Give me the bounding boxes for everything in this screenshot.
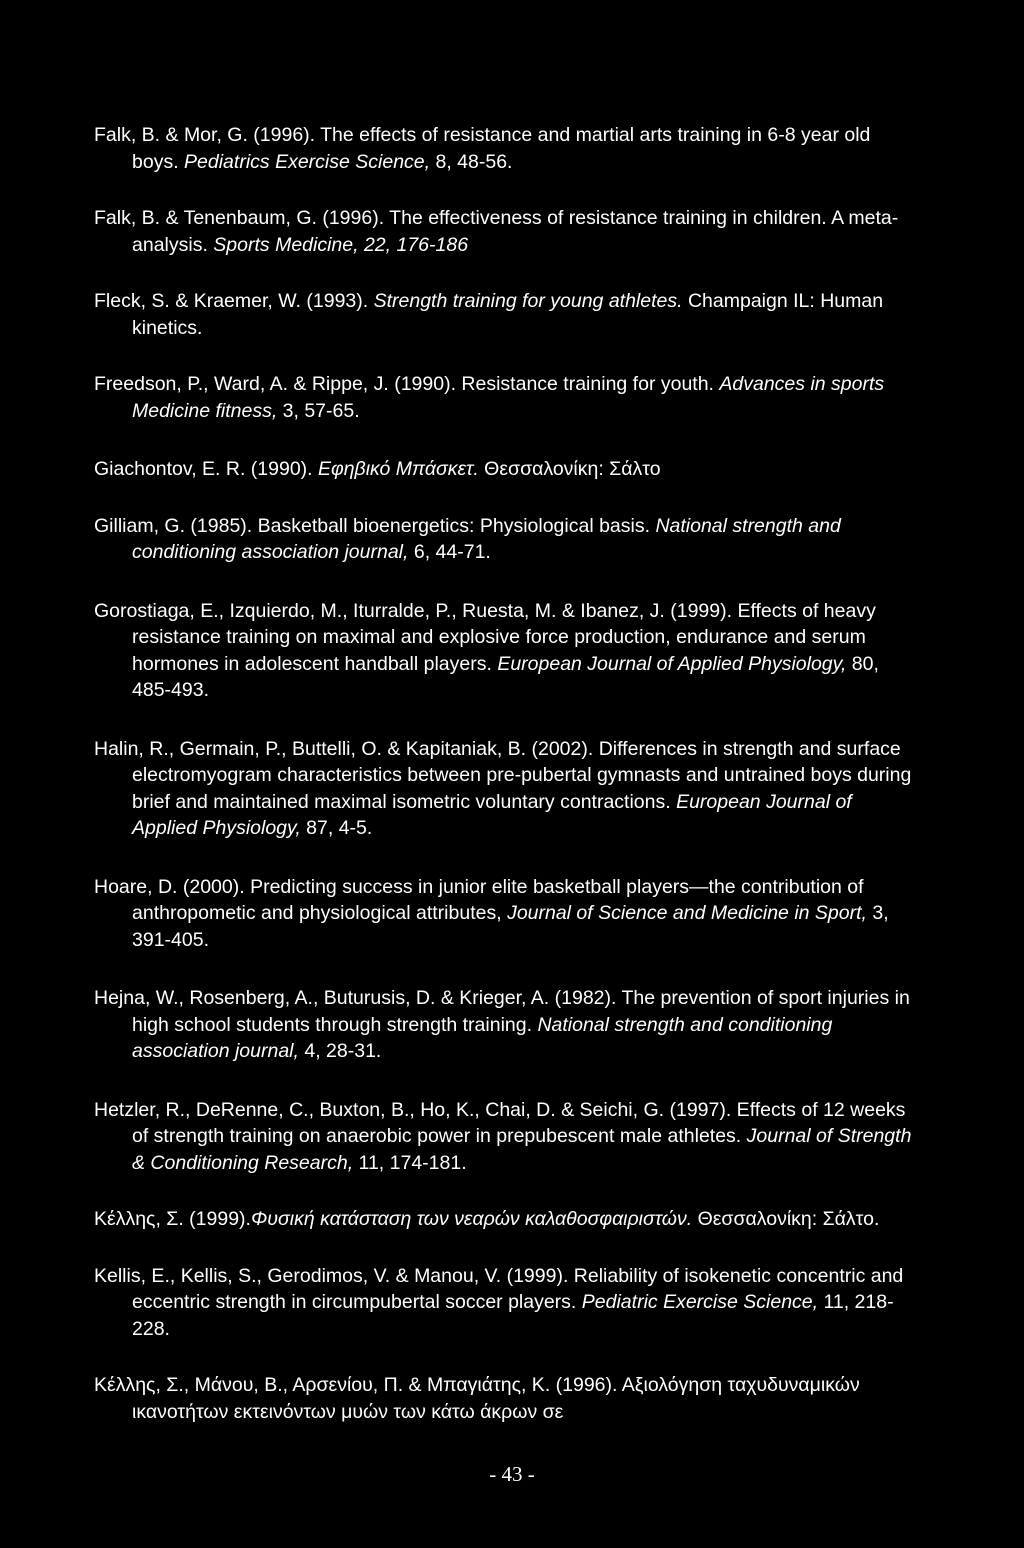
reference-text: 3, 57-65. xyxy=(277,399,360,422)
reference-entry xyxy=(94,598,914,704)
reference-entry xyxy=(94,122,914,175)
reference-text: Θεσσαλονίκη: Σάλτο. xyxy=(692,1208,880,1230)
reference-text: 6, 44-71. xyxy=(408,541,491,563)
reference-text: 11, 174-181. xyxy=(353,1151,467,1174)
reference-source-italic: National strength and conditioning association journal, xyxy=(132,1013,833,1062)
reference-entry xyxy=(94,736,914,842)
reference-entry xyxy=(94,205,914,258)
reference-text: Gorostiaga, E., Izquierdo, M., Iturralde, P., Ruesta, M. & Ibanez, J. (1999). Effects of heavy resistance training on maximal and explosive force production, endurance and serum hormones in adolescent handball players. xyxy=(94,599,876,675)
reference-text: Κέλλης, Σ. (1999). xyxy=(94,1208,251,1230)
reference-entry xyxy=(94,985,914,1065)
reference-source-italic: Advances in sports Medicine fitness, xyxy=(132,373,885,422)
reference-text: Halin, R., Germain, P., Buttelli, O. & Kapitaniak, B. (2002). Differences in strength and surface electromyogram characteristics between pre-pubertal gymnasts and untrained boys during brief and maintained maximal isometric voluntary contractions. xyxy=(94,737,912,813)
reference-text: Hoare, D. (2000). Predicting success in junior elite basketball players—the contribution of anthropometic and physiological attributes, xyxy=(94,875,864,924)
reference-text: 8, 48-56. xyxy=(430,150,513,173)
reference-entry xyxy=(94,288,914,341)
reference-entry xyxy=(94,1372,914,1425)
reference-list xyxy=(94,122,914,1425)
reference-text: Κέλλης, Σ., Μάνου, Β., Αρσενίου, Π. & Μπαγιάτης, Κ. (1996). Αξιολόγηση ταχυδυναμικών ικανοτήτων εκτεινόντων μυών των κάτω άκρων σε xyxy=(94,1374,860,1423)
reference-source-italic: Pediatrics Exercise Science, xyxy=(184,150,431,173)
reference-entry xyxy=(94,1263,914,1343)
page-number: - 43 - xyxy=(489,1462,535,1486)
reference-text: Gilliam, G. (1985). Basketball bioenergetics: Physiological basis. xyxy=(94,514,656,537)
reference-source-italic: Εφηβικό Μπάσκετ. xyxy=(318,458,479,480)
reference-entry xyxy=(94,513,914,566)
reference-text: Hetzler, R., DeRenne, C., Buxton, B., Ho, K., Chai, D. & Seichi, G. (1997). Effects of 12 weeks of strength training on anaerobic power in prepubescent male athletes. xyxy=(94,1098,906,1147)
reference-text: Freedson, P., Ward, A. & Rippe, J. (1990). Resistance training for youth. xyxy=(94,373,720,395)
reference-entry xyxy=(94,874,914,954)
reference-text: 3, 391-405. xyxy=(132,902,889,951)
reference-source-italic: Strength training for young athletes. xyxy=(373,290,683,312)
reference-source-italic: Φυσική κατάσταση των νεαρών καλαθοσφαιριστών. xyxy=(250,1208,693,1230)
reference-source-italic: European Journal of Applied Physiology, xyxy=(497,652,847,675)
reference-source-italic: Journal of Science and Medicine in Sport, xyxy=(507,902,867,924)
reference-source-italic: Pediatric Exercise Science, xyxy=(581,1291,819,1313)
reference-text: 80, 485-493. xyxy=(132,652,879,701)
reference-entry xyxy=(94,1097,914,1177)
reference-text: Hejna, W., Rosenberg, A., Buturusis, D. & Krieger, A. (1982). The prevention of sport injuries in high school students through strength training. xyxy=(94,987,910,1036)
reference-text: 4, 28-31. xyxy=(298,1040,382,1062)
reference-entry xyxy=(94,456,914,483)
reference-text: Kellis, E., Kellis, S., Gerodimos, V. & Manou, V. (1999). Reliability of isokenetic concentric and eccentric strength in circumpubertal soccer players. xyxy=(94,1264,904,1313)
reference-text: Falk, B. & Mor, G. (1996). The effects of resistance and martial arts training in 6-8 year old boys. xyxy=(94,124,871,173)
reference-source-italic: Sports Medicine, 22, 176-186 xyxy=(213,233,469,256)
reference-entry xyxy=(94,371,914,424)
reference-text: Fleck, S. & Kraemer, W. (1993). xyxy=(94,290,374,312)
reference-source-italic: European Journal of Applied Physiology, xyxy=(132,790,852,839)
reference-text: Champaign IL: Human kinetics. xyxy=(132,290,884,339)
reference-source-italic: Journal of Strength & Conditioning Research, xyxy=(132,1125,912,1174)
reference-text: 11, 218-228. xyxy=(132,1291,894,1340)
reference-text: Giachontov, E. R. (1990). xyxy=(94,458,318,480)
reference-entry xyxy=(94,1206,914,1233)
reference-text: 87, 4-5. xyxy=(300,817,373,839)
reference-text: Θεσσαλονίκη: Σάλτο xyxy=(478,458,661,480)
reference-source-italic: National strength and conditioning association journal, xyxy=(132,514,841,563)
reference-text: Falk, B. & Tenenbaum, G. (1996). The effectiveness of resistance training in children. A meta-analysis. xyxy=(94,207,899,256)
